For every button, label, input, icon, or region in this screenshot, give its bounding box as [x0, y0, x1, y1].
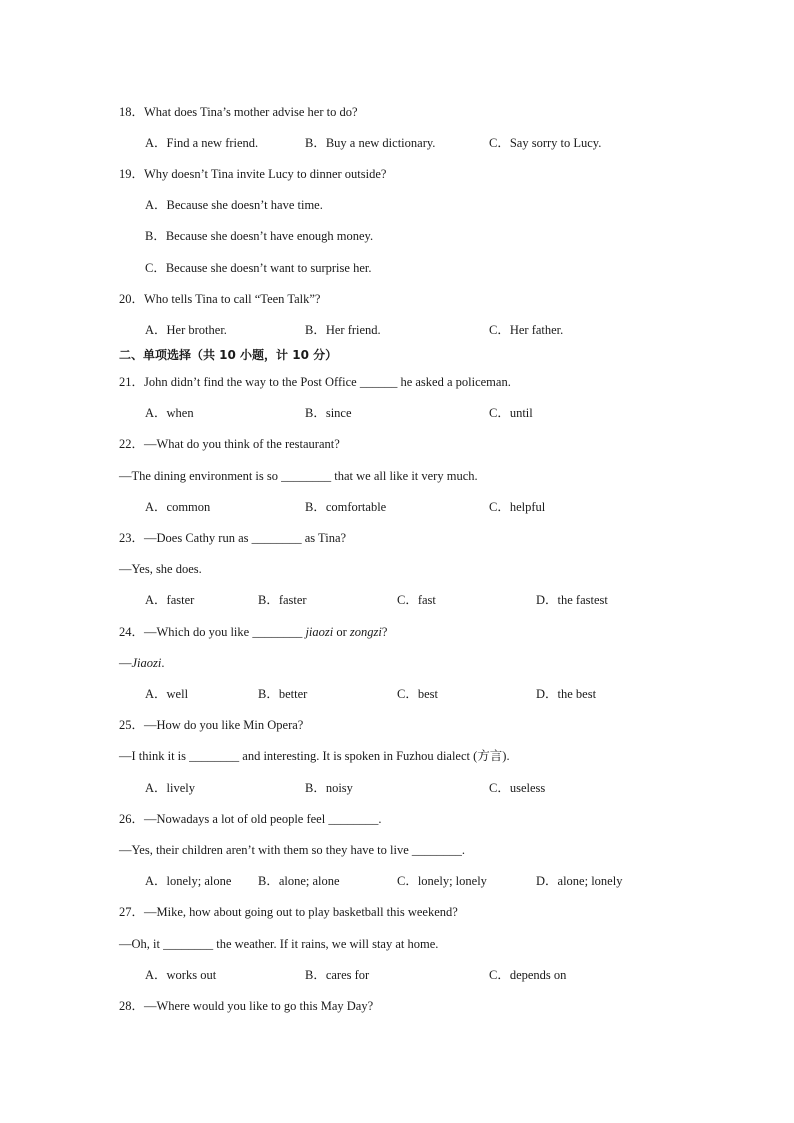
q20-option-b: B．Her friend.	[305, 323, 381, 337]
q18-option-b: B．Buy a new dictionary.	[305, 136, 436, 150]
q26-option-b: B．alone; alone	[258, 874, 340, 888]
q24-answer-suffix: .	[161, 656, 165, 670]
question-22-answer: —The dining environment is so ________ that we all like it very much.	[119, 469, 478, 483]
q24-stem-after: ?	[381, 625, 388, 639]
q25-option-a: A．lively	[145, 781, 195, 795]
q24-option-c: C．best	[397, 687, 438, 701]
question-20-stem: 20．Who tells Tina to call “Teen Talk”?	[119, 292, 321, 306]
q18-option-c: C．Say sorry to Lucy.	[489, 136, 602, 150]
q27-option-a: A．works out	[145, 968, 217, 982]
question-27-answer: —Oh, it ________ the weather. If it rains, we will stay at home.	[119, 937, 439, 951]
question-25-stem: 25．—How do you like Min Opera?	[119, 718, 304, 732]
q25-option-b: B．noisy	[305, 781, 353, 795]
q19-option-c: C．Because she doesn’t want to surprise her.	[145, 261, 372, 275]
q24-answer-prefix: —	[119, 656, 132, 670]
q24-option-d: D．the best	[536, 687, 597, 701]
q18-option-a: A．Find a new friend.	[145, 136, 259, 150]
q21-option-c: C．until	[489, 406, 533, 420]
q24-stem-before: 24．—Which do you like ________	[119, 625, 306, 639]
q23-option-c: C．fast	[397, 593, 436, 607]
q27-option-b: B．cares for	[305, 968, 370, 982]
question-27-stem: 27．—Mike, how about going out to play basketball this weekend?	[119, 905, 458, 919]
q22-option-c: C．helpful	[489, 500, 546, 514]
question-24-answer	[119, 655, 164, 671]
question-28-stem: 28．—Where would you like to go this May Day?	[119, 999, 374, 1013]
q24-option-b: B．better	[258, 687, 308, 701]
q24-answer-jiaozi: Jiaozi	[131, 656, 162, 670]
section-2-heading: 二、单项选择（共 10 小题，计 10 分）	[119, 348, 338, 362]
question-26-stem: 26．—Nowadays a lot of old people feel ________.	[119, 812, 382, 826]
q19-option-a: A．Because she doesn’t have time.	[145, 198, 323, 212]
question-25-answer: —I think it is ________ and interesting. It is spoken in Fuzhou dialect (方言).	[119, 749, 510, 763]
question-24-stem	[119, 624, 387, 640]
q20-option-c: C．Her father.	[489, 323, 564, 337]
q21-option-b: B．since	[305, 406, 352, 420]
q26-option-c: C．lonely; lonely	[397, 874, 487, 888]
question-21-stem: 21．John didn’t find the way to the Post Office ______ he asked a policeman.	[119, 375, 511, 389]
q26-option-d: D．alone; lonely	[536, 874, 623, 888]
q23-option-a: A．faster	[145, 593, 195, 607]
question-23-stem: 23．—Does Cathy run as ________ as Tina?	[119, 531, 347, 545]
q25-option-c: C．useless	[489, 781, 546, 795]
question-19-stem: 19．Why doesn’t Tina invite Lucy to dinner outside?	[119, 167, 387, 181]
q24-zongzi: zongzi	[349, 625, 382, 639]
q19-option-b: B．Because she doesn’t have enough money.	[145, 229, 374, 243]
question-26-answer: —Yes, their children aren’t with them so they have to live ________.	[119, 843, 466, 857]
q22-option-a: A．common	[145, 500, 211, 514]
q24-jiaozi: jiaozi	[305, 625, 334, 639]
q21-option-a: A．when	[145, 406, 194, 420]
q27-option-c: C．depends on	[489, 968, 567, 982]
question-18-stem: 18．What does Tina’s mother advise her to do?	[119, 105, 358, 119]
q23-option-d: D．the fastest	[536, 593, 608, 607]
q23-option-b: B．faster	[258, 593, 307, 607]
question-23-answer: —Yes, she does.	[119, 562, 202, 576]
q24-option-a: A．well	[145, 687, 189, 701]
q22-option-b: B．comfortable	[305, 500, 387, 514]
q24-stem-mid: or	[333, 625, 350, 639]
question-22-stem: 22．—What do you think of the restaurant?	[119, 437, 340, 451]
q20-option-a: A．Her brother.	[145, 323, 227, 337]
q26-option-a: A．lonely; alone	[145, 874, 232, 888]
